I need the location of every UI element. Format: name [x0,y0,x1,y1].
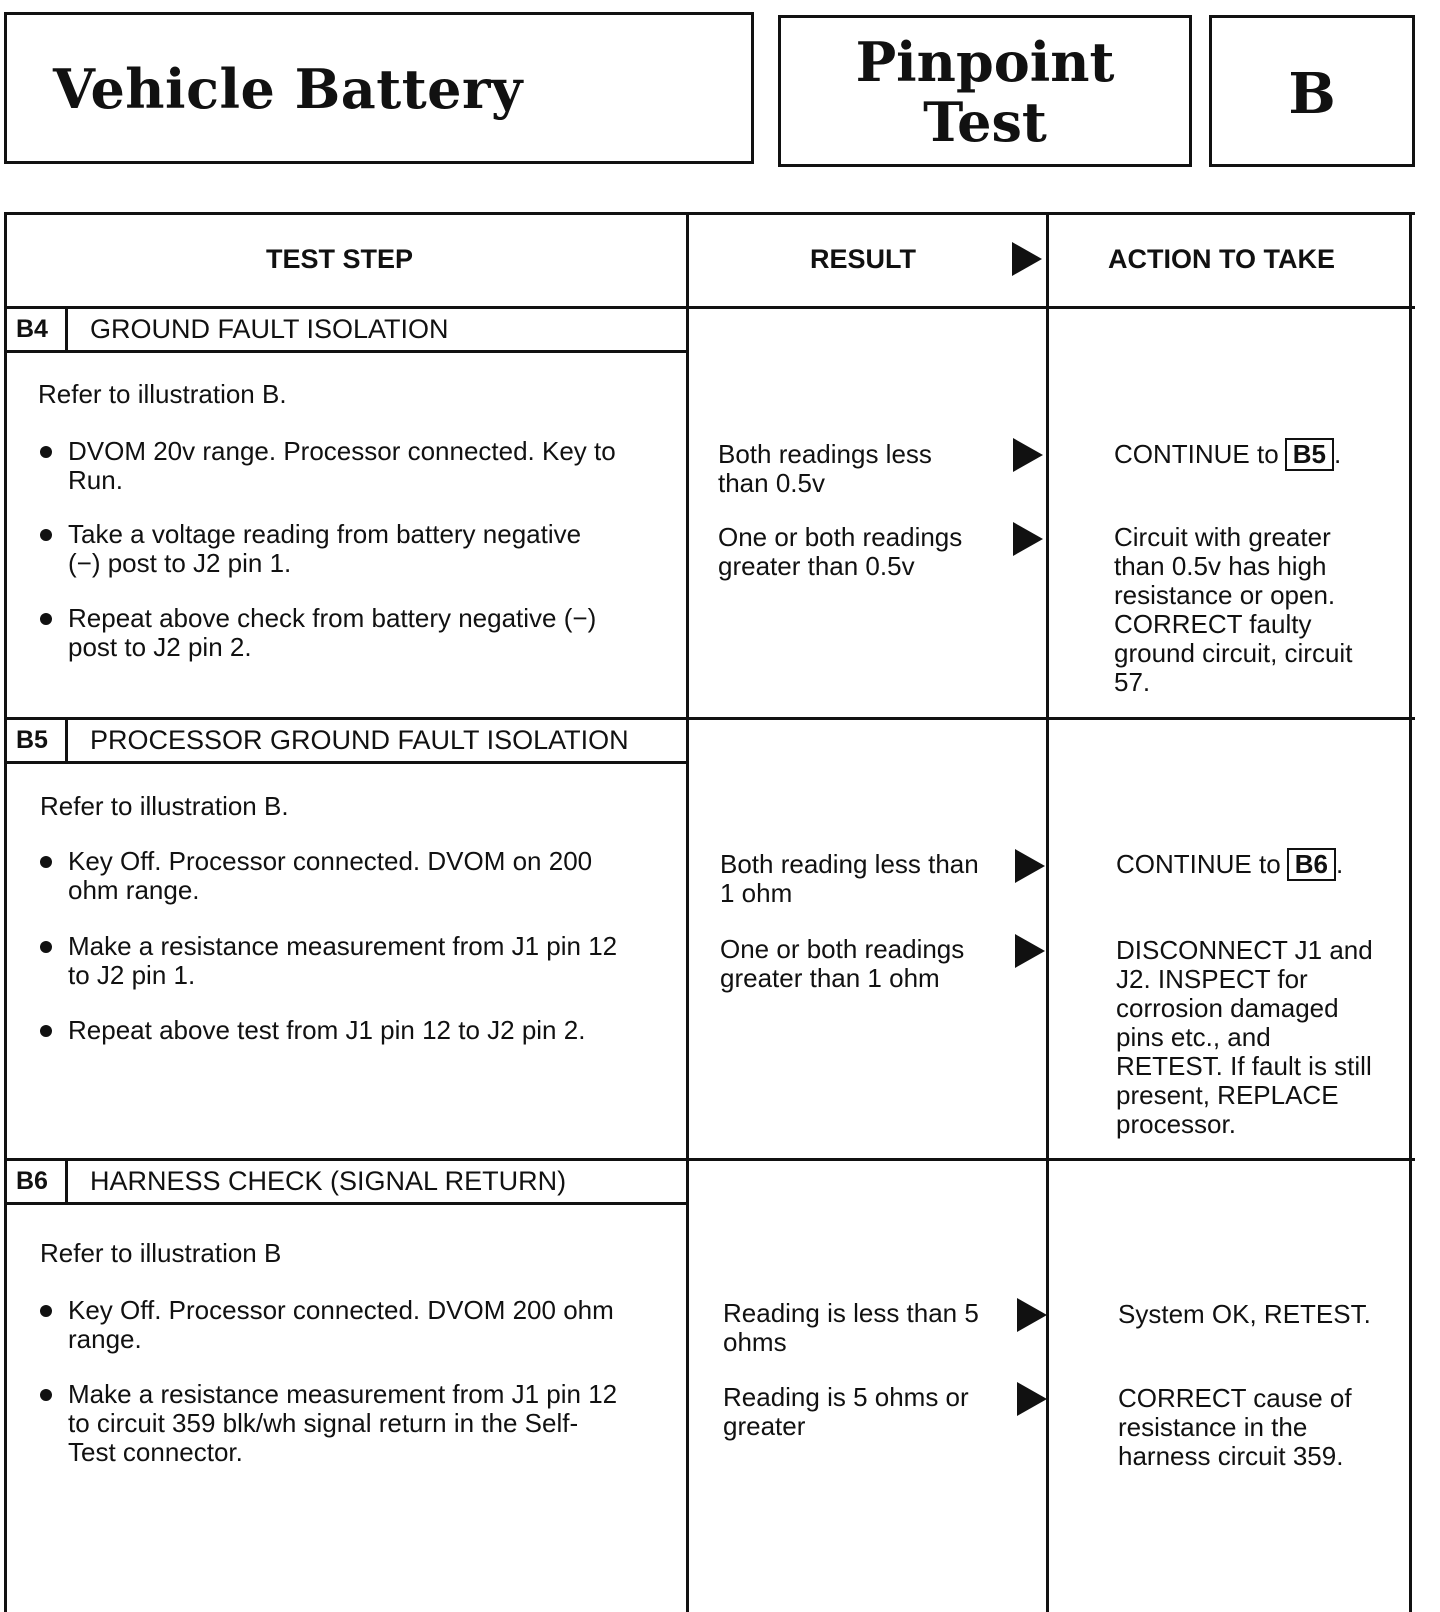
bullet-item: Key Off. Processor connected. DVOM 200 ohm range. [40,1296,614,1354]
action-text: CONTINUE to B6 . [1116,849,1344,879]
table-left-border [4,212,7,1612]
result-arrow-icon [1015,934,1045,968]
result-text: Both reading less than 1 ohm [720,849,979,908]
table-top-border [4,212,1415,215]
refer-note: Refer to illustration B. [40,791,289,821]
bullet-item: Repeat above check from battery negative (−) post to J2 pin 2. [40,604,596,662]
action-text: CONTINUE to B5 . [1114,439,1342,469]
result-arrow-icon [1013,522,1043,556]
pinpoint-label-line1: Pinpoint [855,30,1115,94]
result-text: Reading is 5 ohms or greater [723,1382,969,1441]
document-title: Vehicle Battery [53,57,523,121]
test-table [4,212,1415,1612]
step-id: B4 [4,309,68,350]
bullet-item: Repeat above test from J1 pin 12 to J2 pin 2. [40,1016,585,1045]
title-box [4,12,754,164]
step-id: B5 [4,720,68,761]
bullet-item: Take a voltage reading from battery negative (−) post to J2 pin 1. [40,520,581,578]
action-text: DISCONNECT J1 and J2. INSPECT for corrosion damaged pins etc., and RETEST. If fault is still present, REPLACE processor. [1116,935,1373,1139]
bullet-item: Make a resistance measurement from J1 pin 12 to J2 pin 1. [40,932,617,990]
pinpoint-label-line2: Test [923,90,1047,154]
result-text: Both readings less than 0.5v [718,439,932,498]
result-arrow-icon [1013,438,1043,472]
result-text: Reading is less than 5 ohms [723,1298,979,1357]
test-letter: B [1288,61,1336,127]
step-header-b5 [4,720,689,764]
bullet-item: Make a resistance measurement from J1 pin 12 to circuit 359 blk/wh signal return in the Self- Test connector. [40,1380,617,1467]
step-title: PROCESSOR GROUND FAULT ISOLATION [90,725,629,755]
step-header-b6 [4,1161,689,1205]
result-arrow-icon [1017,1382,1047,1416]
step-ref-b6: B6 [1287,848,1336,881]
step-ref-b5: B5 [1285,438,1334,471]
result-arrow-icon [1015,849,1045,883]
bullet-item: DVOM 20v range. Processor connected. Key to Run. [40,437,616,495]
result-arrow-icon [1017,1298,1047,1332]
header-arrow-icon [1012,242,1042,276]
column-header-result: RESULT [810,244,916,274]
column-divider-1 [686,212,689,1612]
result-text: One or both readings greater than 0.5v [718,522,963,581]
refer-note: Refer to illustration B. [38,379,287,409]
table-right-border [1409,212,1412,1612]
action-text: Circuit with greater than 0.5v has high resistance or open. CORRECT faulty ground circuit, circuit 57. [1114,522,1353,697]
test-letter-box [1209,15,1415,167]
step-title: HARNESS CHECK (SIGNAL RETURN) [90,1166,567,1196]
pinpoint-test-box [778,15,1192,167]
step-header-b4 [4,309,689,353]
bullet-item: Key Off. Processor connected. DVOM on 200 ohm range. [40,847,592,905]
result-text: One or both readings greater than 1 ohm [720,934,965,993]
step-title: GROUND FAULT ISOLATION [90,314,449,344]
step-id: B6 [4,1161,68,1202]
action-text: CORRECT cause of resistance in the harness circuit 359. [1118,1383,1352,1471]
action-text: System OK, RETEST. [1118,1299,1371,1329]
column-header-test-step: TEST STEP [266,244,414,274]
column-header-action: ACTION TO TAKE [1108,244,1335,274]
refer-note: Refer to illustration B [40,1238,282,1268]
